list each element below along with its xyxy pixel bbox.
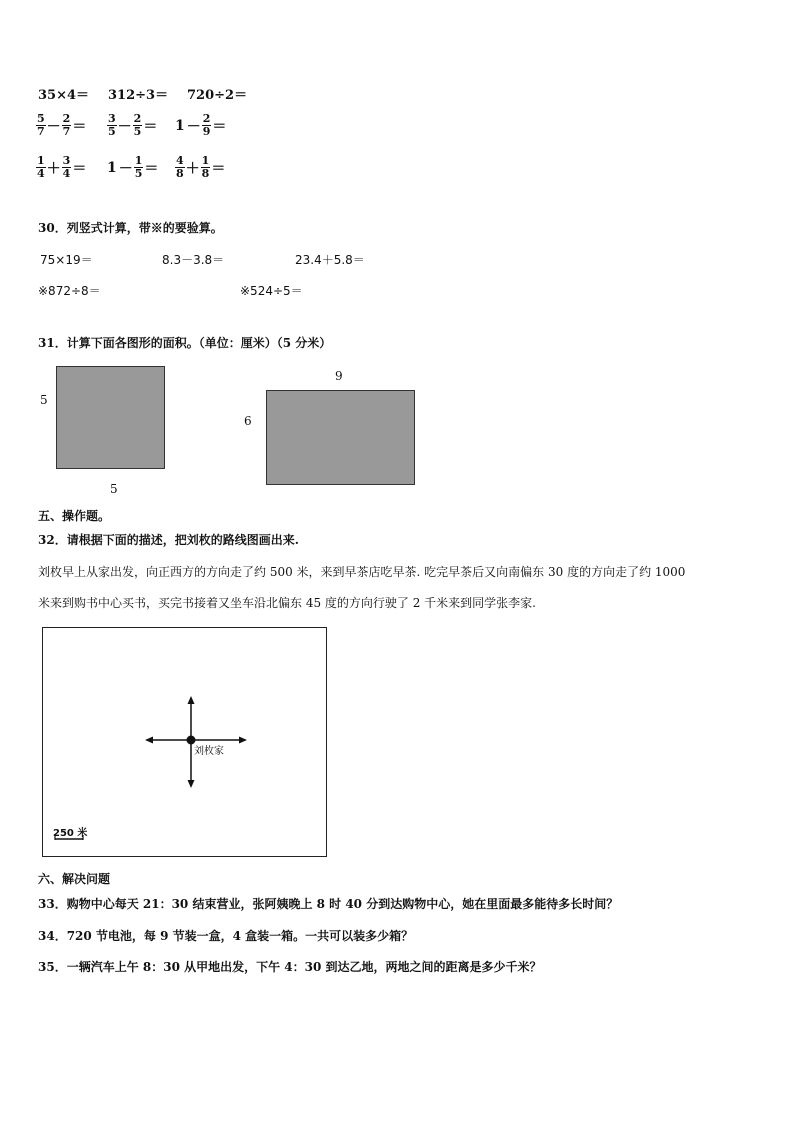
- south-arrow-icon: [188, 780, 195, 788]
- fraction: $\frac{1}{4}$: [37, 154, 45, 180]
- fraction: $\frac{3}{4}$: [62, 154, 71, 180]
- q32-line1: 刘枚早上从家出发，向正西方的方向走了约 500 米，来到早茶店吃早茶. 吃完早茶后又向南偏东 30 度的方向走了约 1000: [38, 565, 686, 579]
- fraction: $\frac{1}{8}$: [201, 154, 210, 180]
- q32-line2: 米来到购书中心买书，买完书接着又坐车沿北偏东 45 度的方向行驶了 2 千米来到同学张李家.: [38, 596, 536, 610]
- q30-item4: ※872÷8＝: [38, 284, 101, 298]
- arith-row2-item1: $\frac{5}{7}$ － $\frac{2}{7}$ ＝: [37, 112, 87, 138]
- arith-row2-item2: $\frac{3}{5}$ － $\frac{2}{5}$ ＝: [108, 112, 158, 138]
- fraction: $\frac{3}{5}$: [108, 112, 116, 138]
- q31-title: 31．计算下面各图形的面积。（单位：厘米）（5 分米）: [38, 336, 332, 350]
- q35-text: 35．一辆汽车上午 8：30 从甲地出发，下午 4：30 到达乙地，两地之间的距离是多少千米？: [38, 960, 542, 974]
- fraction: $\frac{2}{9}$: [202, 112, 211, 138]
- rectangle-figure: [266, 390, 415, 485]
- scale-label: 250 米: [53, 828, 88, 839]
- fraction: $\frac{4}{8}$: [176, 154, 184, 180]
- q32-title: 32．请根据下面的描述，把刘枚的路线图画出来.: [38, 533, 299, 547]
- west-arrow-icon: [145, 737, 153, 744]
- q33-text: 33．购物中心每天 21：30 结束营业，张阿姨晚上 8 时 40 分到达购物中心，她在里面最多能待多长时间？: [38, 897, 619, 911]
- q30-item1: 75×19＝: [40, 253, 93, 267]
- square-figure: [56, 366, 165, 469]
- q30-item2: 8.3－3.8＝: [162, 253, 225, 267]
- fraction: $\frac{2}{7}$: [62, 112, 71, 138]
- q30-item5: ※524÷5＝: [240, 284, 303, 298]
- arith-row1-item1: 35×4＝: [38, 88, 90, 103]
- compass-cross: [43, 628, 326, 856]
- square-bottom-label: 5: [110, 482, 118, 496]
- q34-text: 34．720 节电池，每 9 节装一盒，4 盒装一箱。一共可以装多少箱？: [38, 929, 414, 943]
- rectangle-width-label: 6: [244, 414, 252, 428]
- rectangle-length-label: 9: [335, 369, 343, 383]
- arith-row2-item3: 1 － $\frac{2}{9}$ ＝: [175, 112, 227, 138]
- fraction: $\frac{5}{7}$: [37, 112, 45, 138]
- arith-row1-item2: 312÷3＝: [108, 88, 169, 103]
- arith-row3-item3: $\frac{4}{8}$ ＋ $\frac{1}{8}$ ＝: [176, 154, 226, 180]
- east-arrow-icon: [239, 737, 247, 744]
- arith-row1-item3: 720÷2＝: [187, 88, 248, 103]
- section6-heading: 六、解决问题: [38, 872, 111, 886]
- square-side-label: 5: [40, 393, 48, 407]
- arith-row3-item2: 1 － $\frac{1}{5}$ ＝: [107, 154, 159, 180]
- fraction: $\frac{2}{5}$: [133, 112, 142, 138]
- home-label: 刘枚家: [194, 746, 224, 757]
- north-arrow-icon: [188, 696, 195, 704]
- section5-heading: 五、操作题。: [38, 509, 111, 523]
- arith-row3-item1: $\frac{1}{4}$ ＋ $\frac{3}{4}$ ＝: [37, 154, 87, 180]
- q30-title: 30．列竖式计算，带※的要验算。: [38, 221, 223, 235]
- route-map: [42, 627, 327, 857]
- fraction: $\frac{1}{5}$: [134, 154, 143, 180]
- q30-item3: 23.4＋5.8＝: [295, 253, 365, 267]
